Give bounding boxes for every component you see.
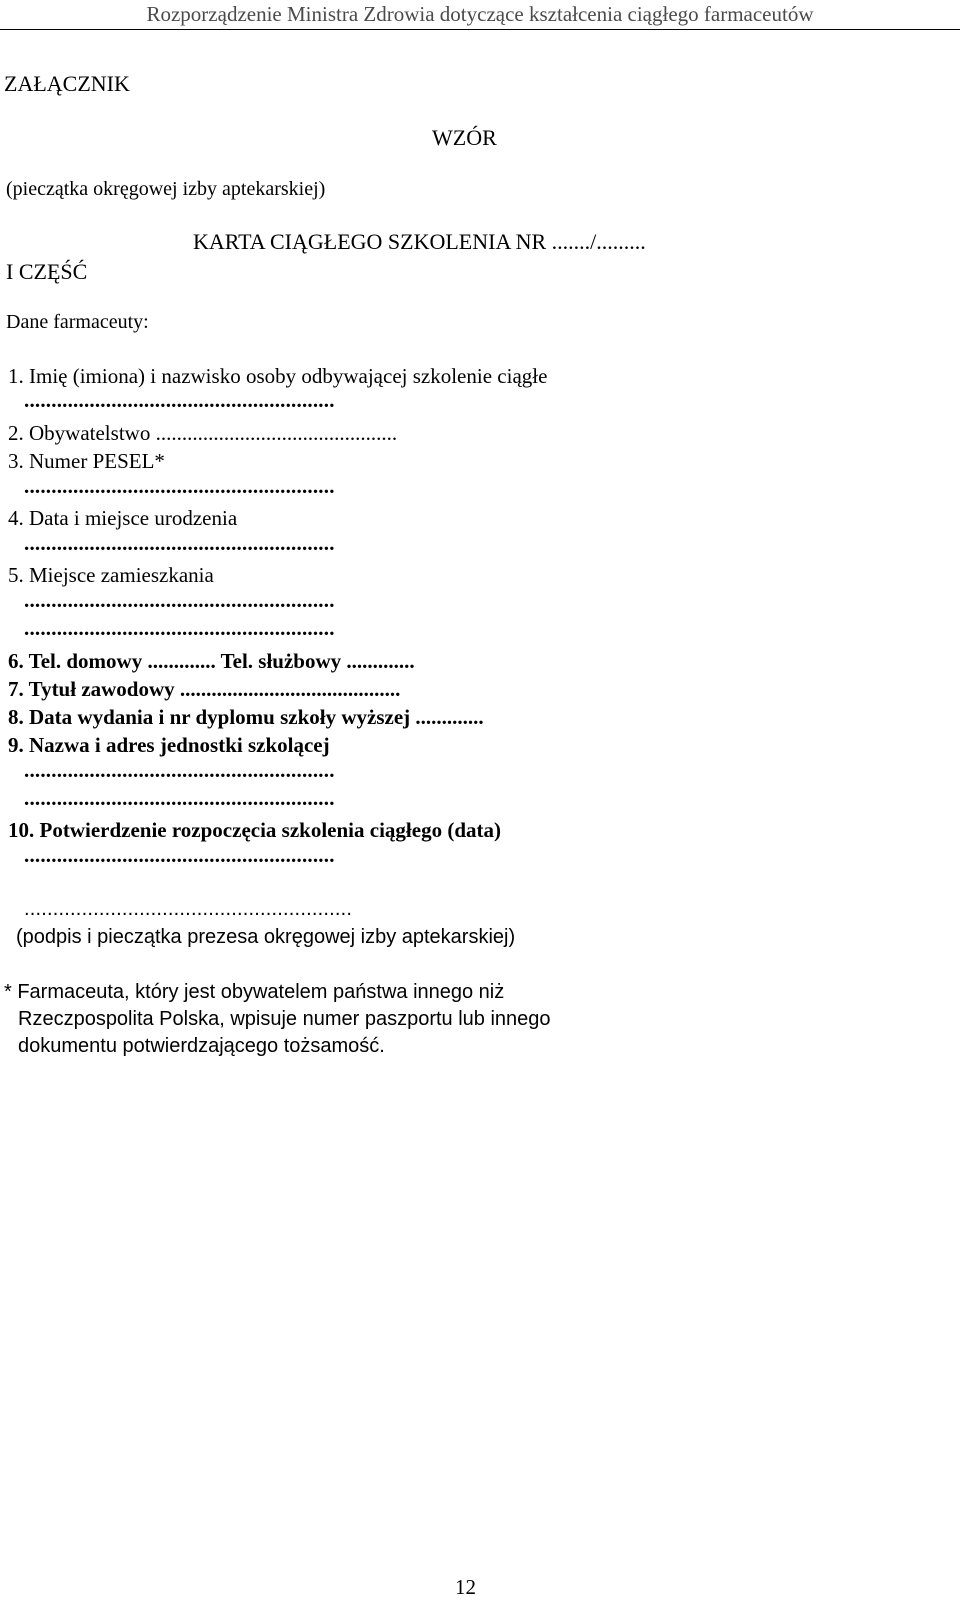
field-7-label: 7. Tytuł zawodowy ..........................................	[8, 677, 401, 701]
header-divider	[0, 29, 960, 30]
field-5-dots-2: .........................................................	[24, 616, 335, 640]
field-9-dots-2: .........................................................	[24, 786, 335, 810]
part-label: I CZĘŚĆ	[6, 259, 88, 284]
template-label: WZÓR	[432, 125, 497, 150]
field-10-label: 10. Potwierdzenie rozpoczęcia szkolenia ciągłego (data)	[8, 818, 501, 842]
field-9-dots-1: .........................................................	[24, 758, 335, 782]
footnote-line-1: * Farmaceuta, który jest obywatelem państwa innego niż	[4, 981, 505, 1003]
field-4-dots: .........................................................	[24, 531, 335, 555]
field-1-dots: .........................................................	[24, 388, 335, 412]
field-5-dots-1: .........................................................	[24, 588, 335, 612]
footnote-line-3: dokumentu potwierdzającego tożsamość.	[18, 1035, 385, 1057]
annex-label: ZAŁĄCZNIK	[4, 71, 130, 96]
stamp-label: (pieczątka okręgowej izby aptekarskiej)	[6, 178, 326, 200]
field-8-label: 8. Data wydania i nr dyplomu szkoły wyższej .............	[8, 705, 484, 729]
field-2-label: 2. Obywatelstwo ..............................................	[8, 421, 398, 445]
field-1-label: 1. Imię (imiona) i nazwisko osoby odbywającej szkolenie ciągłe	[8, 364, 548, 388]
signature-caption: (podpis i pieczątka prezesa okręgowej izby aptekarskiej)	[16, 926, 516, 948]
footnote-line-2: Rzeczpospolita Polska, wpisuje numer paszportu lub innego	[18, 1008, 551, 1030]
field-10-dots: .........................................................	[24, 843, 335, 867]
page-number: 12	[455, 1575, 476, 1599]
signature-line: .........................................................	[24, 898, 353, 920]
field-3-label: 3. Numer PESEL*	[8, 449, 165, 473]
page-header-title: Rozporządzenie Ministra Zdrowia dotyczące kształcenia ciągłego farmaceutów	[146, 2, 814, 26]
card-title: KARTA CIĄGŁEGO SZKOLENIA NR ......./.........	[193, 229, 646, 254]
section-label: Dane farmaceuty:	[6, 311, 149, 333]
field-6-label: 6. Tel. domowy ............. Tel. służbowy .............	[8, 649, 415, 673]
field-9-label: 9. Nazwa i adres jednostki szkolącej	[8, 733, 330, 757]
field-5-label: 5. Miejsce zamieszkania	[8, 563, 214, 587]
field-4-label: 4. Data i miejsce urodzenia	[8, 506, 238, 530]
field-3-dots: .........................................................	[24, 474, 335, 498]
